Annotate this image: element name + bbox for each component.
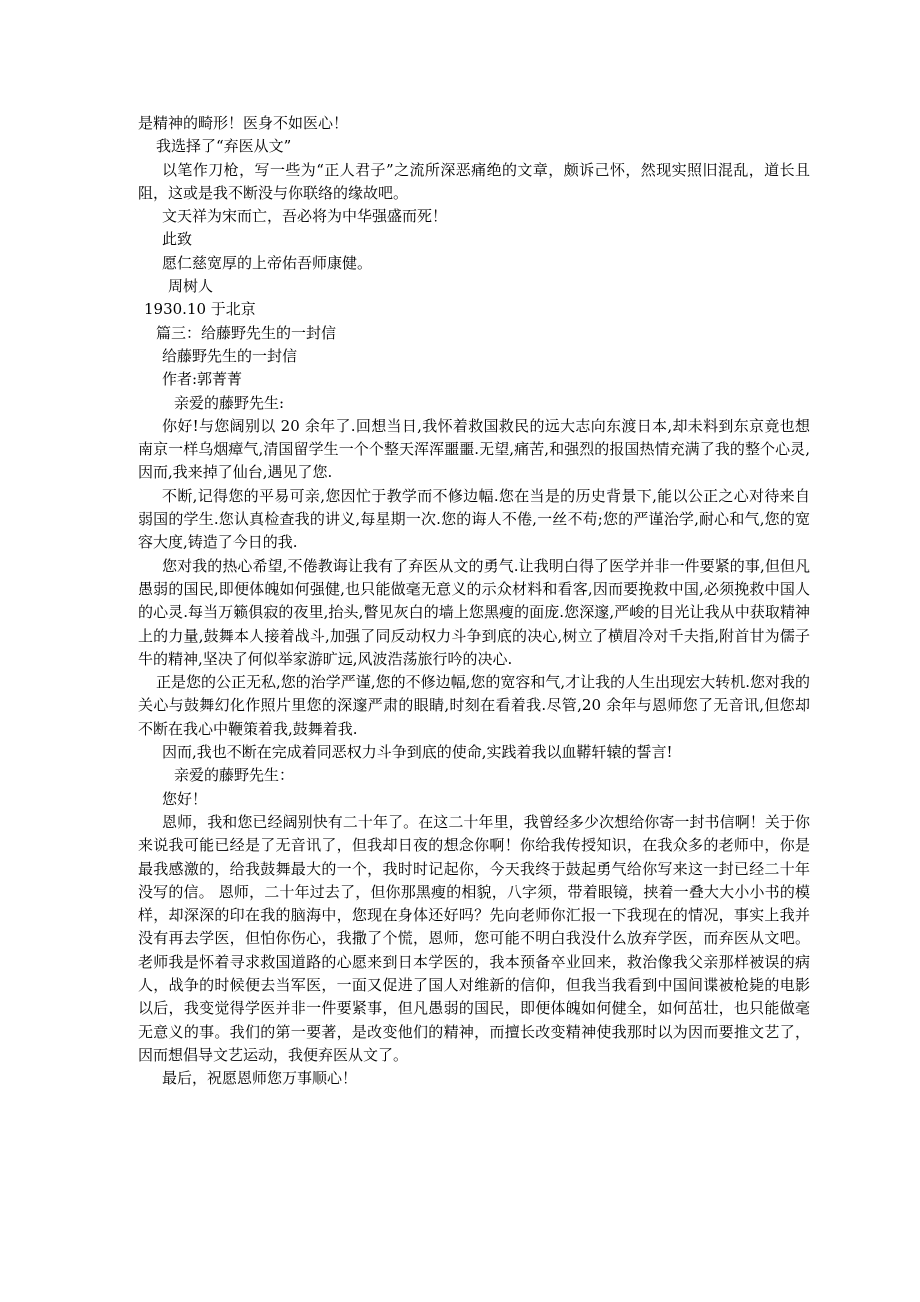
document-page — [138, 112, 810, 1090]
closing-wish: 最后，祝愿恩师您万事顺心！ — [162, 1069, 358, 1088]
paragraph: 您对我的热心希望,不倦教诲让我有了弃医从文的勇气.让我明白得了医学并非一件要紧的事,但但凡愚弱的国民,即便体魄如何强健,也只能做毫无意义的示众材料和看客,因而要挽救中国,必须挽救中国人的心灵.每当万籁俱寂的夜里,抬头,瞥见灰白的墙上您黑瘦的面庞.您深邃,严峻的目光让我从中获取精神上的力量,鼓舞本人接着战斗,加强了同反动权力斗争到底的决心,树立了横眉冷对千夫指,附首甘为儒子牛的精神,坚决了何似举家游旷远,风波浩荡旅行吟的决心. — [138, 556, 810, 668]
paragraph: 以笔作刀枪，写一些为“正人君子”之流所深恶痛绝的文章，颇诉己怀，然现实照旧混乱，道长且阻，这或是我不断没与你联络的缘故吧。 — [138, 160, 810, 202]
paragraph: 因而,我也不断在完成着同恶权力斗争到底的使命,实践着我以血鞯轩辕的誓言! — [162, 743, 673, 762]
signature-date: 1930.10 于北京 — [144, 300, 256, 319]
signature-name: 周树人 — [168, 277, 214, 296]
paragraph: 你好!与您阔别以 20 余年了.回想当日,我怀着救国救民的远大志向东渡日本,却未料到东京竟也想南京一样乌烟瘴气,清国留学生一个个整天浑浑噩噩.无望,痛苦,和强烈的报国热情充满了我的整个心灵,因而,我来掉了仙台,遇见了您. — [138, 416, 810, 482]
paragraph: 正是您的公正无私,您的治学严谨,您的不修边幅,您的宽容和气,才让我的人生出现宏大转机.您对我的关心与鼓舞幻化作照片里您的深邃严肃的眼睛,时刻在看着我.尽管,20 余年与恩师您了无音讯,但您却不断在我心中鞭策着我,鼓舞着我. — [138, 673, 810, 738]
author-line: 作者:郭菁菁 — [162, 370, 243, 389]
paragraph: 文天祥为宋而亡，吾必将为中华强盛而死！ — [162, 207, 448, 226]
closing-salutation: 此致 — [162, 230, 193, 249]
paragraph: 恩师，我和您已经阔别快有二十年了。在这二十年里，我曾经多少次想给你寄一封书信啊！关于你来说我可能已经是了无音讯了，但我却日夜的想念你啊！你给我传授知识，在我众多的老师中，你是最我感激的，给我鼓舞最大的一个，我时时记起你，今天我终于鼓起勇气给你写来这一封已经二十年没写的信。 恩师，二十年过去了，但你那黑瘦的相貌，八字须，带着眼镜，挟着一叠大大小小书的模样，却深深的印在我的脑海中，您现在身体还好吗？先向老师你汇报一下我现在的情况，事实上我并没有再去学医，但怕你伤心，我撒了个慌，恩师，您可能不明白我没什么放弃学医，而弃医从文吧。老师我是怀着寻求救国道路的心愿来到日本学医的，我本预备卒业回来，救治像我父亲那样被误的病人，战争的时候便去当军医，一面又促进了国人对维新的信仰，但我当我看到中国间谍被枪毙的电影以后，我变觉得学医并非一件要紧事，但凡愚弱的国民，即便体魄如何健全，如何茁壮，也只能做毫无意义的事。我们的第一要著，是改变他们的精神，而擅长改变精神使我那时以为因而要推文艺了，因而想倡导文艺运动，我便弃医从文了。 — [138, 812, 810, 1064]
paragraph: 不断,记得您的平易可亲,您因忙于教学而不修边幅.您在当是的历史背景下,能以公正之心对待来自弱国的学生.您认真检查我的讲义,每星期一次.您的诲人不倦,一丝不苟;您的严谨治学,耐心和气,您的宽容大度,铸造了今日的我. — [138, 486, 810, 552]
greeting: 您好！ — [162, 789, 208, 808]
section-heading: 篇三：给藤野先生的一封信 — [156, 323, 337, 342]
salutation: 亲爱的藤野先生: — [174, 393, 285, 412]
paragraph: 我选择了“弃医从文” — [156, 137, 292, 156]
paragraph: 愿仁慈宽厚的上帝佑吾师康健。 — [162, 253, 373, 272]
salutation: 亲爱的藤野先生： — [174, 766, 295, 785]
letter-title: 给藤野先生的一封信 — [162, 346, 298, 365]
paragraph: 是精神的畸形！医身不如医心！ — [138, 114, 349, 132]
